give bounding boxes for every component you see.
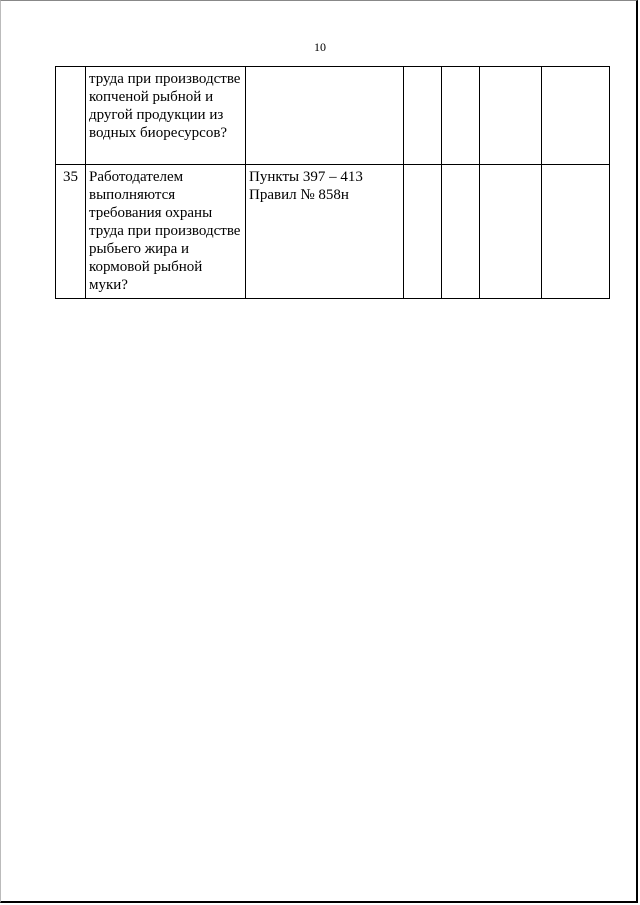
page-number: 10 [314,40,326,54]
note-cell [542,165,610,299]
checklist-table [55,66,610,299]
answer-yes-cell [404,67,442,165]
answer-na-cell [480,67,542,165]
row-number-cell [56,67,86,165]
question-cell: труда при производстве копченой рыбной и другой продукции из водных биоресурсов? [86,67,246,165]
question-cell: Работодателем выполняются требования охраны труда при производстве рыбьего жира и кормовой рыбной муки? [86,165,246,299]
answer-yes-cell [404,165,442,299]
note-cell [542,67,610,165]
answer-na-cell [480,165,542,299]
reference-cell: Пункты 397 – 413 Правил № 858н [246,165,404,299]
answer-no-cell [442,67,480,165]
table-row [56,67,610,165]
table-row [56,165,610,299]
reference-cell [246,67,404,165]
row-number-cell: 35 [56,165,86,299]
answer-no-cell [442,165,480,299]
